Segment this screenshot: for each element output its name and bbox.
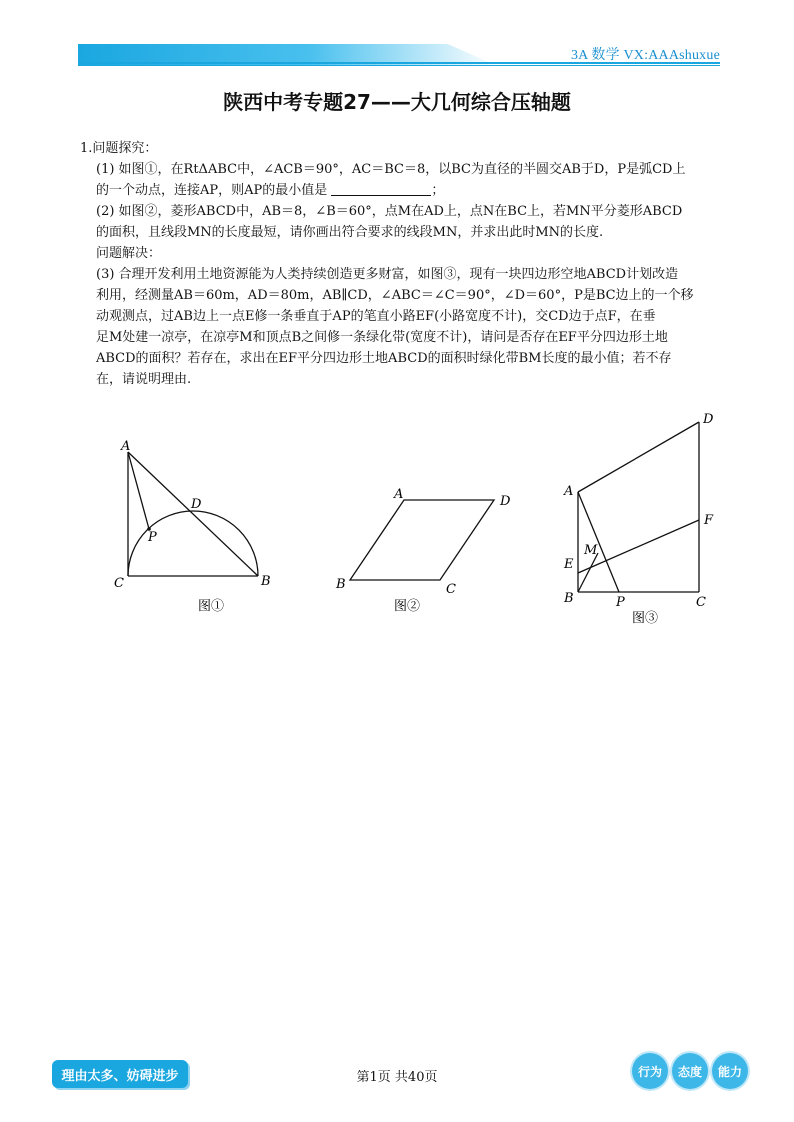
answer-blank	[331, 181, 431, 196]
fig2-caption: 图②	[394, 599, 421, 614]
fig1-caption: 图①	[198, 599, 225, 614]
fig1-label-c: C	[114, 576, 124, 591]
fig2-label-d: D	[500, 494, 511, 509]
figure-2	[330, 470, 530, 630]
figure-1	[100, 430, 300, 630]
part2-line2: 的面积，且线段MN的长度最短，请你画出符合要求的线段MN，并求出此时MN的长度.	[96, 225, 604, 240]
fig3-label-f: F	[704, 513, 714, 528]
badge-behavior: 行为	[632, 1053, 668, 1089]
fig3-label-d: D	[703, 412, 714, 427]
part1-line1: (1) 如图①，在RtΔABC中，∠ACB＝90°，AC＝BC＝8，以BC为直径的半圆交AB于D，P是弧CD上	[96, 162, 686, 177]
fig3-label-b: B	[564, 591, 574, 606]
part2-line1: (2) 如图②，菱形ABCD中，AB＝8，∠B＝60°，点M在AD上，点N在BC上，若MN平分菱形ABCD	[96, 204, 683, 219]
badge-ability: 能力	[712, 1053, 748, 1089]
header-brand: 3A 数学 VX:AAAshuxue	[570, 48, 720, 63]
fig1-label-b: B	[261, 574, 271, 589]
footer-badges	[632, 1053, 748, 1089]
fig3-label-e: E	[564, 557, 574, 572]
fig3-caption: 图③	[632, 611, 659, 626]
fig3-label-c: C	[696, 595, 706, 610]
figure-3	[556, 404, 736, 634]
fig3-label-p: P	[616, 595, 625, 610]
part3-line4: 足M处建一凉亭，在凉亭M和顶点B之间修一条绿化带(宽度不计)，请问是否存在EF平分四边形土地	[96, 330, 668, 345]
fig2-label-c: C	[446, 582, 456, 597]
part1-line2: 的一个动点，连接AP，则AP的最小值是 ；	[96, 183, 445, 198]
page-number: 第1页 共40页	[356, 1070, 438, 1085]
footer-motto: 理由太多、妨碍进步	[52, 1060, 188, 1088]
problem-intro: 1.问题探究：	[80, 141, 158, 156]
fig1-label-p: P	[148, 530, 157, 545]
fig2-label-a: A	[394, 487, 404, 502]
fig2-label-b: B	[336, 577, 346, 592]
part3-line5: ABCD的面积？若存在，求出在EF平分四边形土地ABCD的面积时绿化带BM长度的最小值；若不存	[96, 351, 672, 366]
fig3-label-a: A	[564, 484, 574, 499]
problem-text	[80, 138, 724, 390]
part3-line2: 利用，经测量AB＝60m，AD＝80m，AB∥CD，∠ABC＝∠C＝90°，∠D＝60°，P是BC边上的一个移	[96, 288, 694, 303]
fig3-label-m: M	[584, 543, 598, 558]
section-heading: 问题解决：	[96, 246, 162, 261]
fig1-label-d: D	[191, 497, 202, 512]
badge-attitude: 态度	[672, 1053, 708, 1089]
fig1-label-a: A	[121, 439, 131, 454]
page-title: 陕西中考专题27——大几何综合压轴题	[223, 90, 571, 114]
part3-line1: (3) 合理开发利用土地资源能为人类持续创造更多财富，如图③，现有一块四边形空地ABCD计划改造	[96, 267, 679, 282]
part3-line6: 在，请说明理由.	[96, 372, 192, 387]
part3-line3: 动观测点，过AB边上一点E修一条垂直于AP的笔直小路EF(小路宽度不计)，交CD边于点F，在垂	[96, 309, 656, 324]
